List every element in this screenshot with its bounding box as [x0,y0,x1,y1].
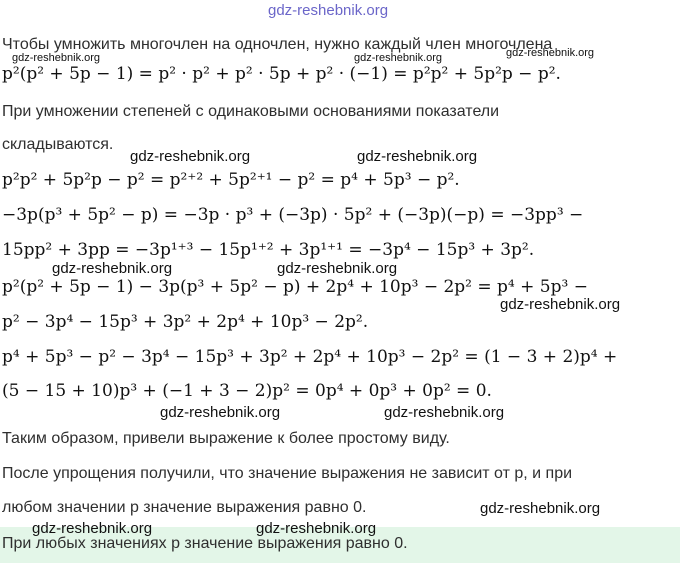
paragraph-1: Чтобы умножить многочлен на одночлен, нужно каждый член многочлена [2,36,553,53]
watermark: gdz-reshebnik.org [277,260,398,277]
math-line-1: p²(p² + 5p − 1) = p² · p² + p² · 5p + p² · (−1) = p²p² + 5p²p − p². [2,64,561,84]
watermark: gdz-reshebnik.org [357,148,478,165]
watermark: gdz-reshebnik.org [354,52,443,64]
paragraph-6: любом значении p значение выражения равно 0. [2,499,367,516]
math-line-5: p²(p² + 5p − 1) − 3p(p³ + 5p² − p) + 2p⁴ + 10p³ − 2p² = p⁴ + 5p³ − [2,277,588,297]
watermark: gdz-reshebnik.org [500,296,621,313]
paragraph-5: После упрощения получили, что значение выражения не зависит от p, и при [2,465,573,482]
watermark: gdz-reshebnik.org [256,520,377,537]
watermark-top: gdz-reshebnik.org [268,2,389,19]
math-line-2: p²p² + 5p²p − p² = p²⁺² + 5p²⁺¹ − p² = p⁴ + 5p³ − p². [2,170,460,190]
math-line-4: 15pp² + 3pp = −3p¹⁺³ − 15p¹⁺² + 3p¹⁺¹ = −3p⁴ − 15p³ + 3p². [2,240,535,260]
watermark: gdz-reshebnik.org [384,404,505,421]
paragraph-2: При умножении степеней с одинаковыми основаниями показатели [2,103,500,120]
watermark: gdz-reshebnik.org [160,404,281,421]
watermark: gdz-reshebnik.org [32,520,153,537]
math-line-8: (5 − 15 + 10)p³ + (−1 + 3 − 2)p² = 0p⁴ + 0p³ + 0p² = 0. [2,381,492,401]
watermark: gdz-reshebnik.org [52,260,173,277]
watermark: gdz-reshebnik.org [480,500,601,517]
watermark: gdz-reshebnik.org [12,52,101,64]
watermark: gdz-reshebnik.org [130,148,251,165]
paragraph-3: складываются. [2,136,114,153]
math-line-7: p⁴ + 5p³ − p² − 3p⁴ − 15p³ + 3p² + 2p⁴ + 10p³ − 2p² = (1 − 3 + 2)p⁴ + [2,347,618,367]
watermark: gdz-reshebnik.org [506,47,595,59]
paragraph-4: Таким образом, привели выражение к более простому виду. [2,430,450,447]
math-line-6: p² − 3p⁴ − 15p³ + 3p² + 2p⁴ + 10p³ − 2p². [2,312,369,332]
answer-text: При любых значениях p значение выражения равно 0. [2,535,408,552]
math-line-3: −3p(p³ + 5p² − p) = −3p · p³ + (−3p) · 5p² + (−3p)(−p) = −3pp³ − [2,205,584,225]
